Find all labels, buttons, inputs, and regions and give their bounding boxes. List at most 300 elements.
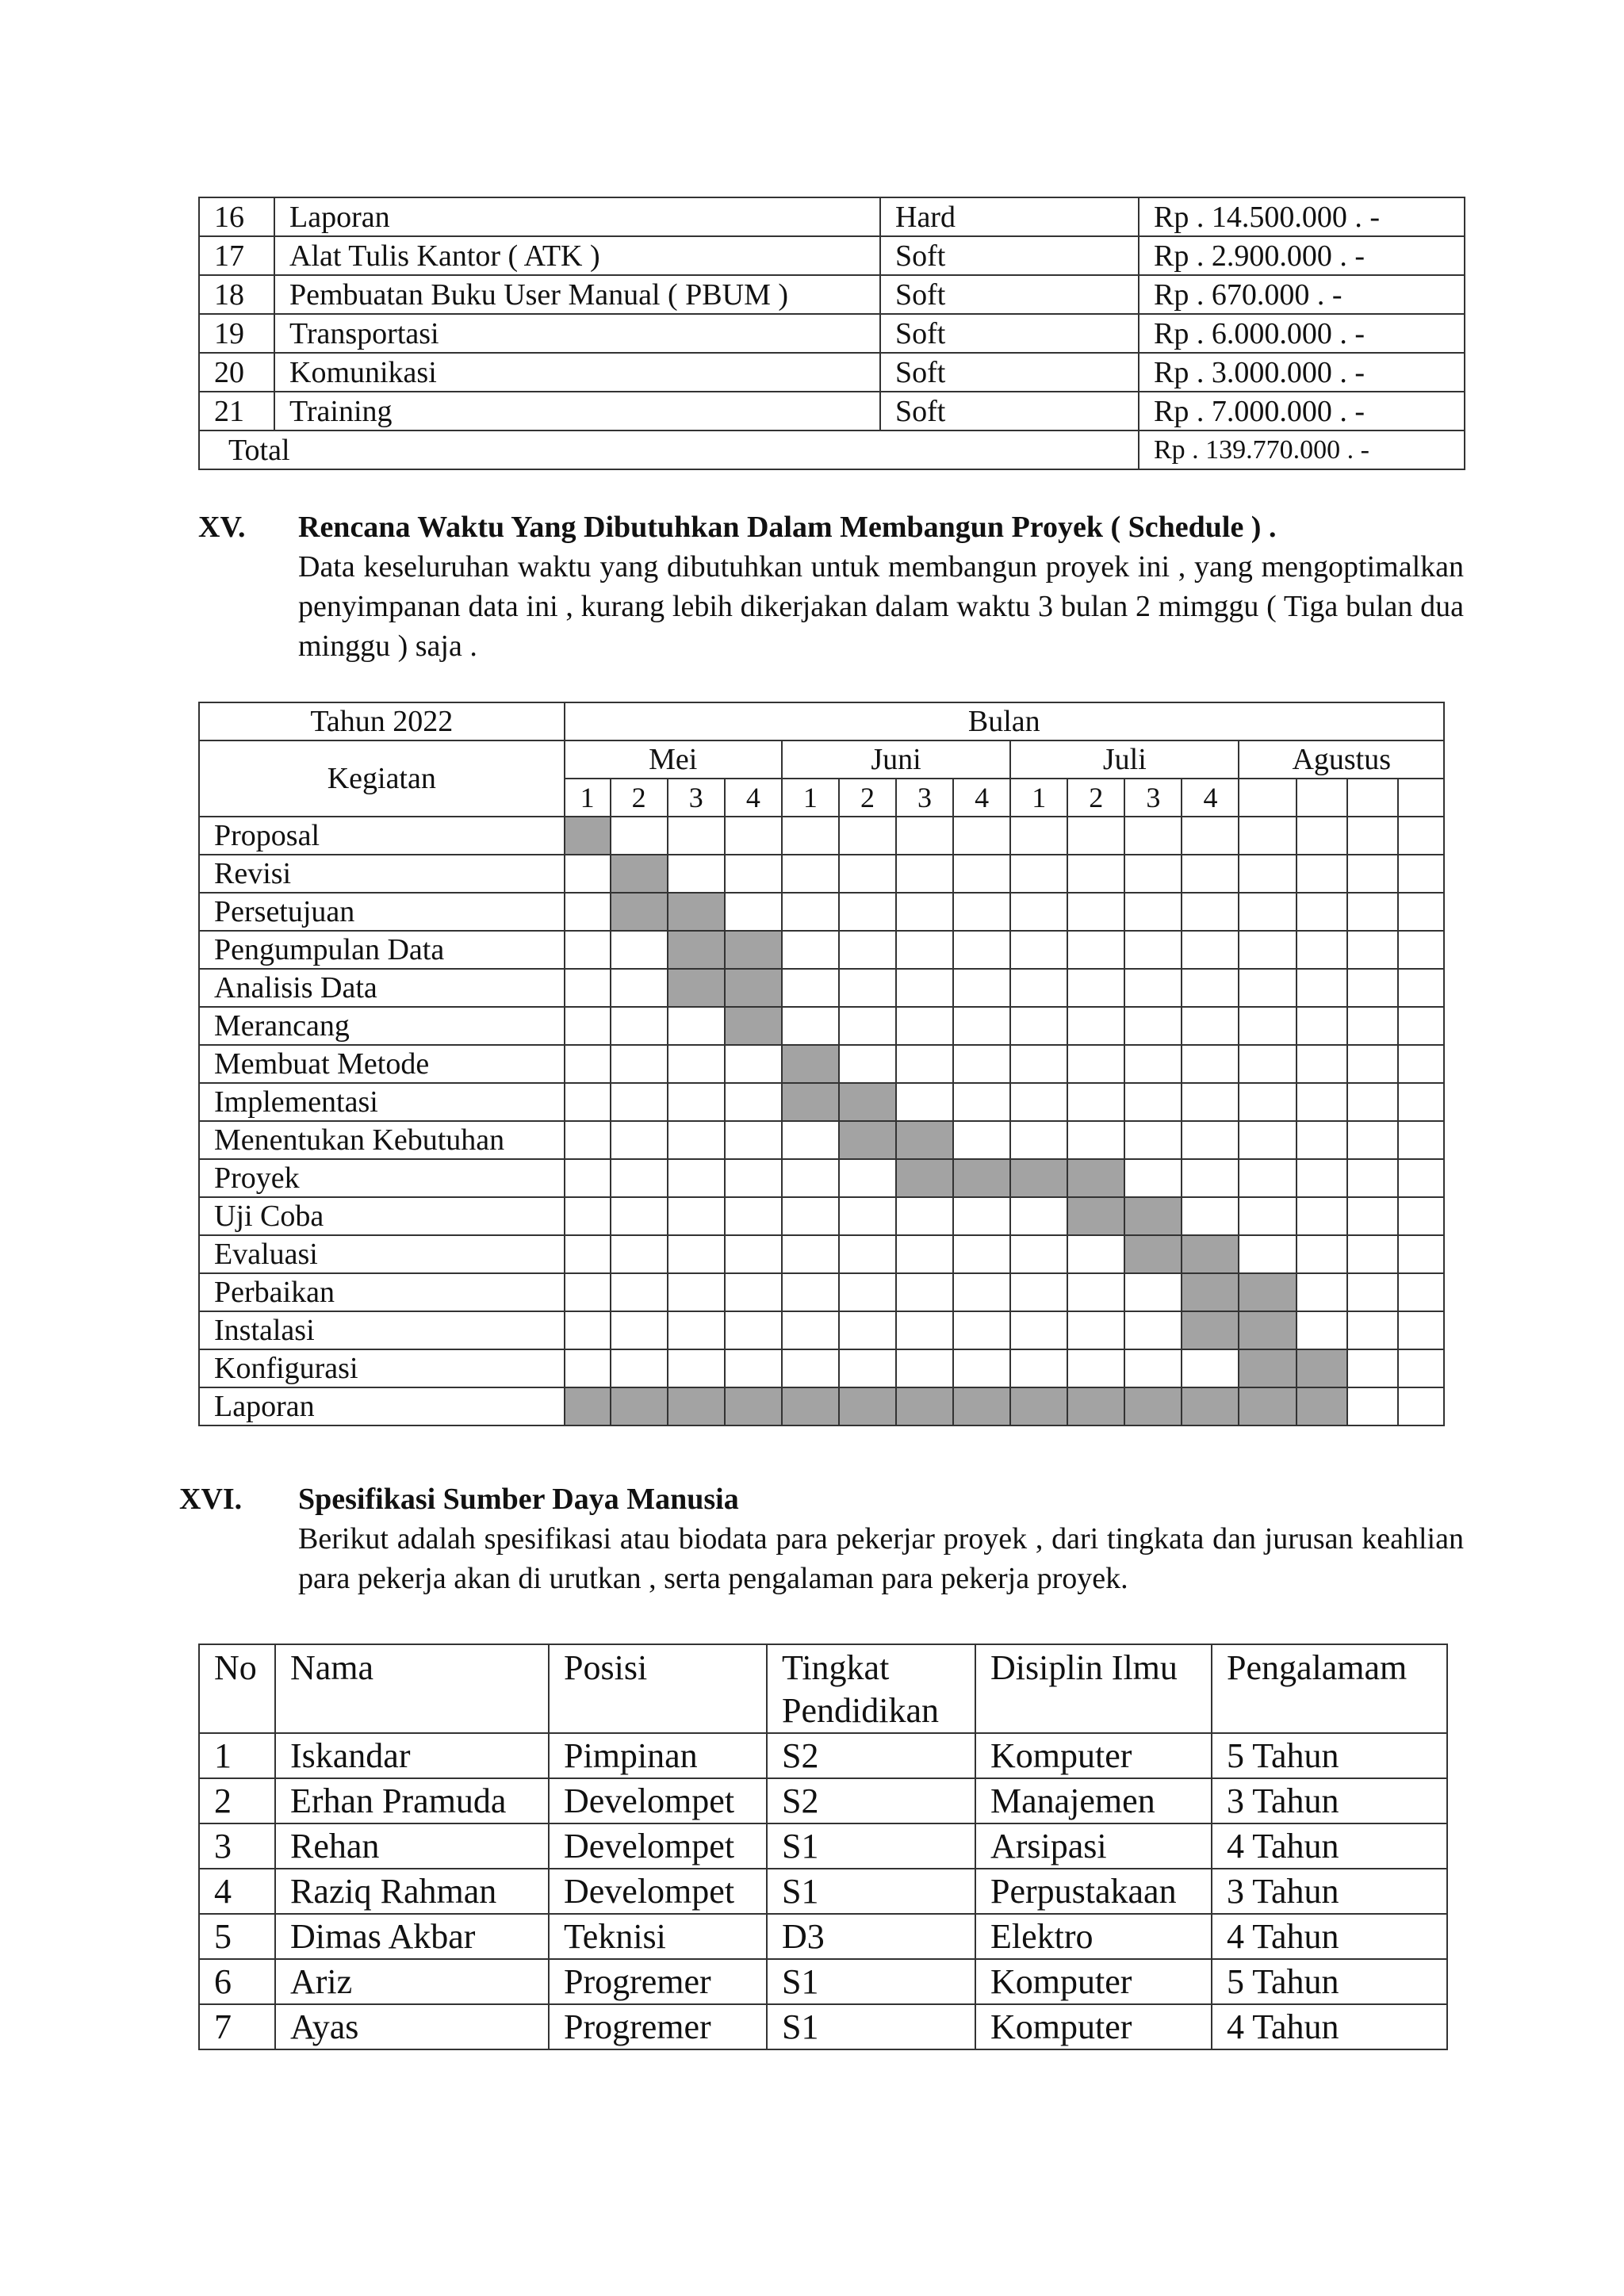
schedule-bar-cell <box>1297 1349 1347 1387</box>
schedule-cell <box>1347 1197 1398 1235</box>
item-cost: Rp . 3.000.000 . - <box>1139 353 1465 392</box>
schedule-cell <box>1239 1235 1296 1273</box>
schedule-cell <box>839 1197 896 1235</box>
schedule-cell <box>1182 969 1239 1007</box>
schedule-cell <box>565 1349 611 1387</box>
schedule-cell <box>1010 1197 1067 1235</box>
activity-name: Revisi <box>199 855 565 893</box>
staff-discipline: Komputer <box>975 1733 1212 1778</box>
schedule-cell <box>1297 1235 1347 1273</box>
schedule-cell <box>725 1121 782 1159</box>
staff-experience: 4 Tahun <box>1212 1823 1447 1869</box>
schedule-bar-cell <box>668 1387 725 1425</box>
staff-experience: 3 Tahun <box>1212 1869 1447 1914</box>
staff-discipline: Perpustakaan <box>975 1869 1212 1914</box>
item-name: Alat Tulis Kantor ( ATK ) <box>274 236 880 275</box>
schedule-row <box>199 1235 1444 1273</box>
schedule-cell <box>1347 855 1398 893</box>
table-row <box>199 2004 1447 2049</box>
schedule-cell <box>896 1349 953 1387</box>
week-label: 2 <box>611 779 668 817</box>
schedule-bar-cell <box>1182 1235 1239 1273</box>
schedule-cell <box>782 855 839 893</box>
schedule-row <box>199 855 1444 893</box>
schedule-bar-cell <box>1239 1273 1296 1311</box>
section-schedule <box>198 507 1464 666</box>
schedule-cell <box>565 1273 611 1311</box>
schedule-cell <box>1010 855 1067 893</box>
schedule-cell <box>1347 1387 1398 1425</box>
schedule-cell <box>1124 817 1182 855</box>
schedule-cell <box>953 1083 1010 1121</box>
schedule-row <box>199 1197 1444 1235</box>
table-row <box>199 1733 1447 1778</box>
item-cost: Rp . 14.500.000 . - <box>1139 197 1465 236</box>
item-type: Soft <box>880 392 1139 430</box>
item-name: Pembuatan Buku User Manual ( PBUM ) <box>274 275 880 314</box>
schedule-bar-cell <box>1239 1349 1296 1387</box>
schedule-cell <box>1067 855 1124 893</box>
schedule-cell <box>1010 1273 1067 1311</box>
schedule-bar-cell <box>1297 1387 1347 1425</box>
month-label: Juni <box>782 740 1010 779</box>
schedule-cell <box>611 969 668 1007</box>
table-row <box>199 275 1465 314</box>
schedule-cell <box>839 1235 896 1273</box>
schedule-cell <box>1297 1007 1347 1045</box>
schedule-cell <box>1398 1235 1444 1273</box>
section-paragraph: Berikut adalah spesifikasi atau biodata para pekerjar proyek , dari tingkata dan jurusan keahlian para pekerja akan di urutkan , serta pengalaman para pekerja proyek. <box>298 1522 1464 1595</box>
week-label: 3 <box>668 779 725 817</box>
schedule-bar-cell <box>782 1083 839 1121</box>
schedule-cell <box>565 1121 611 1159</box>
month-row <box>199 740 1444 779</box>
schedule-bar-cell <box>725 969 782 1007</box>
column-header: No <box>199 1644 275 1733</box>
schedule-cell <box>565 1159 611 1197</box>
schedule-cell <box>1398 1159 1444 1197</box>
schedule-cell <box>725 1159 782 1197</box>
schedule-cell <box>953 1273 1010 1311</box>
item-type: Soft <box>880 236 1139 275</box>
schedule-cell <box>1067 1045 1124 1083</box>
activity-name: Persetujuan <box>199 893 565 931</box>
schedule-cell <box>953 1349 1010 1387</box>
staff-education: S1 <box>767 1869 975 1914</box>
schedule-cell <box>1067 969 1124 1007</box>
schedule-cell <box>896 1083 953 1121</box>
schedule-bar-cell <box>1010 1387 1067 1425</box>
schedule-cell <box>1124 1083 1182 1121</box>
schedule-cell <box>565 1083 611 1121</box>
schedule-cell <box>1124 1273 1182 1311</box>
schedule-bar-cell <box>1182 1387 1239 1425</box>
schedule-cell <box>1347 1045 1398 1083</box>
schedule-cell <box>1297 1311 1347 1349</box>
month-header: Bulan <box>565 702 1444 740</box>
schedule-cell <box>1297 1197 1347 1235</box>
schedule-bar-cell <box>1182 1311 1239 1349</box>
schedule-cell <box>1239 969 1296 1007</box>
schedule-cell <box>1297 969 1347 1007</box>
schedule-cell <box>839 1273 896 1311</box>
schedule-cell <box>1010 1235 1067 1273</box>
schedule-bar-cell <box>953 1387 1010 1425</box>
schedule-cell <box>896 931 953 969</box>
schedule-cell <box>896 969 953 1007</box>
schedule-cell <box>1239 855 1296 893</box>
schedule-cell <box>1067 817 1124 855</box>
schedule-cell <box>782 893 839 931</box>
schedule-bar-cell <box>565 817 611 855</box>
row-number: 21 <box>199 392 274 430</box>
schedule-cell <box>782 931 839 969</box>
item-name: Transportasi <box>274 314 880 353</box>
schedule-cell <box>725 893 782 931</box>
schedule-bar-cell <box>839 1387 896 1425</box>
schedule-row <box>199 1007 1444 1045</box>
schedule-cell <box>668 1045 725 1083</box>
row-number: 5 <box>199 1914 275 1959</box>
schedule-cell <box>896 1045 953 1083</box>
week-label: 2 <box>839 779 896 817</box>
schedule-bar-cell <box>725 931 782 969</box>
staff-discipline: Arsipasi <box>975 1823 1212 1869</box>
staff-experience: 4 Tahun <box>1212 2004 1447 2049</box>
schedule-cell <box>953 931 1010 969</box>
schedule-cell <box>1347 1007 1398 1045</box>
row-number: 7 <box>199 2004 275 2049</box>
staff-experience: 4 Tahun <box>1212 1914 1447 1959</box>
schedule-bar-cell <box>611 893 668 931</box>
schedule-cell <box>1067 1007 1124 1045</box>
schedule-cell <box>1347 969 1398 1007</box>
activity-name: Proyek <box>199 1159 565 1197</box>
schedule-row <box>199 1387 1444 1425</box>
schedule-cell <box>1398 817 1444 855</box>
schedule-cell <box>1124 855 1182 893</box>
staff-education: S1 <box>767 2004 975 2049</box>
schedule-cell <box>839 1159 896 1197</box>
schedule-cell <box>725 1083 782 1121</box>
schedule-cell <box>1239 1121 1296 1159</box>
schedule-cell <box>1239 1083 1296 1121</box>
schedule-cell <box>1010 1083 1067 1121</box>
total-value: Rp . 139.770.000 . - <box>1139 430 1465 469</box>
week-label <box>1347 779 1398 817</box>
schedule-row <box>199 893 1444 931</box>
schedule-cell <box>839 1045 896 1083</box>
table-row <box>199 1869 1447 1914</box>
schedule-bar-cell <box>1182 1273 1239 1311</box>
activity-name: Proposal <box>199 817 565 855</box>
schedule-cell <box>668 1121 725 1159</box>
schedule-row <box>199 1273 1444 1311</box>
staff-education: D3 <box>767 1914 975 1959</box>
column-header: Posisi <box>549 1644 767 1733</box>
schedule-cell <box>611 1121 668 1159</box>
schedule-cell <box>1182 893 1239 931</box>
schedule-cell <box>1297 931 1347 969</box>
schedule-cell <box>1297 1273 1347 1311</box>
schedule-bar-cell <box>1010 1159 1067 1197</box>
schedule-cell <box>1398 1387 1444 1425</box>
row-number: 6 <box>199 1959 275 2004</box>
table-row <box>199 314 1465 353</box>
schedule-cell <box>1398 1045 1444 1083</box>
schedule-cell <box>611 931 668 969</box>
schedule-cell <box>565 893 611 931</box>
staff-table <box>198 1644 1448 2050</box>
schedule-bar-cell <box>1239 1311 1296 1349</box>
schedule-cell <box>1124 931 1182 969</box>
schedule-cell <box>782 1121 839 1159</box>
schedule-cell <box>668 1311 725 1349</box>
schedule-cell <box>839 817 896 855</box>
schedule-cell <box>782 1349 839 1387</box>
schedule-bar-cell <box>839 1083 896 1121</box>
week-label: 1 <box>1010 779 1067 817</box>
schedule-bar-cell <box>611 1387 668 1425</box>
week-label <box>1297 779 1347 817</box>
table-row <box>199 1959 1447 2004</box>
schedule-bar-cell <box>725 1007 782 1045</box>
staff-position: Progremer <box>549 2004 767 2049</box>
schedule-cell <box>611 1159 668 1197</box>
schedule-cell <box>1398 1311 1444 1349</box>
schedule-cell <box>1010 817 1067 855</box>
schedule-bar-cell <box>1239 1387 1296 1425</box>
table-row <box>199 353 1465 392</box>
row-number: 16 <box>199 197 274 236</box>
schedule-cell <box>611 1083 668 1121</box>
week-label: 2 <box>1067 779 1124 817</box>
schedule-cell <box>896 1311 953 1349</box>
schedule-cell <box>782 1235 839 1273</box>
activity-name: Menentukan Kebutuhan <box>199 1121 565 1159</box>
staff-header-row <box>199 1644 1447 1733</box>
schedule-cell <box>1347 1273 1398 1311</box>
schedule-row <box>199 1159 1444 1197</box>
item-type: Hard <box>880 197 1139 236</box>
schedule-cell <box>565 969 611 1007</box>
schedule-bar-cell <box>896 1387 953 1425</box>
staff-experience: 3 Tahun <box>1212 1778 1447 1823</box>
schedule-cell <box>782 1007 839 1045</box>
activity-name: Pengumpulan Data <box>199 931 565 969</box>
schedule-cell <box>1239 1197 1296 1235</box>
item-type: Soft <box>880 314 1139 353</box>
schedule-row <box>199 817 1444 855</box>
section-number: XV. <box>198 511 246 544</box>
row-number: 4 <box>199 1869 275 1914</box>
activity-name: Laporan <box>199 1387 565 1425</box>
schedule-bar-cell <box>896 1121 953 1159</box>
column-header: Pengalamam <box>1212 1644 1447 1733</box>
schedule-table <box>198 702 1445 1426</box>
section-number: XVI. <box>179 1483 243 1516</box>
schedule-cell <box>1124 1007 1182 1045</box>
schedule-cell <box>1347 1121 1398 1159</box>
schedule-cell <box>611 817 668 855</box>
schedule-cell <box>1067 1083 1124 1121</box>
schedule-cell <box>1067 1235 1124 1273</box>
row-number: 1 <box>199 1733 275 1778</box>
schedule-bar-cell <box>725 1387 782 1425</box>
schedule-bar-cell <box>668 931 725 969</box>
schedule-cell <box>1239 893 1296 931</box>
schedule-cell <box>896 893 953 931</box>
schedule-cell <box>896 817 953 855</box>
schedule-cell <box>1124 1121 1182 1159</box>
month-label: Agustus <box>1239 740 1444 779</box>
staff-position: Develompet <box>549 1823 767 1869</box>
schedule-cell <box>725 1235 782 1273</box>
budget-table <box>198 197 1465 470</box>
schedule-cell <box>611 1235 668 1273</box>
schedule-cell <box>565 1235 611 1273</box>
schedule-cell <box>1398 969 1444 1007</box>
schedule-cell <box>1182 1045 1239 1083</box>
schedule-bar-cell <box>1067 1159 1124 1197</box>
section-paragraph: Data keseluruhan waktu yang dibutuhkan untuk membangun proyek ini , yang mengoptimalkan penyimpanan data ini , kurang lebih dikerjakan dalam waktu 3 bulan 2 mimggu ( Tiga bulan dua minggu ) saja . <box>298 550 1464 663</box>
schedule-row <box>199 1311 1444 1349</box>
row-number: 18 <box>199 275 274 314</box>
schedule-cell <box>1297 855 1347 893</box>
schedule-cell <box>1067 1311 1124 1349</box>
schedule-cell <box>1124 1311 1182 1349</box>
row-number: 20 <box>199 353 274 392</box>
schedule-cell <box>1010 931 1067 969</box>
item-name: Komunikasi <box>274 353 880 392</box>
schedule-cell <box>953 1311 1010 1349</box>
schedule-cell <box>953 1197 1010 1235</box>
schedule-cell <box>725 855 782 893</box>
schedule-cell <box>1239 1159 1296 1197</box>
schedule-cell <box>1124 1349 1182 1387</box>
schedule-cell <box>1398 855 1444 893</box>
item-cost: Rp . 6.000.000 . - <box>1139 314 1465 353</box>
schedule-cell <box>1124 1045 1182 1083</box>
schedule-cell <box>1239 817 1296 855</box>
schedule-cell <box>1182 1083 1239 1121</box>
schedule-cell <box>611 1007 668 1045</box>
schedule-cell <box>953 1045 1010 1083</box>
schedule-cell <box>1297 1045 1347 1083</box>
schedule-cell <box>839 1007 896 1045</box>
staff-position: Develompet <box>549 1869 767 1914</box>
schedule-cell <box>1239 1045 1296 1083</box>
item-cost: Rp . 670.000 . - <box>1139 275 1465 314</box>
schedule-header-row <box>199 702 1444 740</box>
schedule-cell <box>668 817 725 855</box>
schedule-cell <box>1010 969 1067 1007</box>
activity-name: Implementasi <box>199 1083 565 1121</box>
schedule-cell <box>1239 931 1296 969</box>
schedule-bar-cell <box>1067 1197 1124 1235</box>
schedule-row <box>199 1045 1444 1083</box>
staff-name: Ariz <box>275 1959 549 2004</box>
item-type: Soft <box>880 275 1139 314</box>
schedule-cell <box>668 1273 725 1311</box>
staff-education: S1 <box>767 1959 975 2004</box>
schedule-cell <box>953 893 1010 931</box>
staff-education: S2 <box>767 1778 975 1823</box>
schedule-cell <box>839 931 896 969</box>
schedule-cell <box>1182 931 1239 969</box>
schedule-cell <box>1124 893 1182 931</box>
schedule-cell <box>1182 817 1239 855</box>
schedule-cell <box>953 969 1010 1007</box>
schedule-row <box>199 931 1444 969</box>
row-number: 3 <box>199 1823 275 1869</box>
schedule-cell <box>896 855 953 893</box>
schedule-cell <box>725 1045 782 1083</box>
staff-position: Pimpinan <box>549 1733 767 1778</box>
schedule-bar-cell <box>1067 1387 1124 1425</box>
staff-experience: 5 Tahun <box>1212 1959 1447 2004</box>
schedule-cell <box>1297 893 1347 931</box>
schedule-cell <box>1182 1349 1239 1387</box>
schedule-cell <box>1010 1007 1067 1045</box>
schedule-cell <box>1239 1007 1296 1045</box>
schedule-cell <box>611 1197 668 1235</box>
week-label <box>1398 779 1444 817</box>
schedule-row <box>199 1349 1444 1387</box>
activity-header: Kegiatan <box>199 740 565 817</box>
staff-discipline: Elektro <box>975 1914 1212 1959</box>
schedule-cell <box>1297 1159 1347 1197</box>
schedule-cell <box>1182 1197 1239 1235</box>
activity-name: Perbaikan <box>199 1273 565 1311</box>
section-title: Rencana Waktu Yang Dibutuhkan Dalam Membangun Proyek ( Schedule ) . <box>298 511 1277 544</box>
schedule-cell <box>953 1121 1010 1159</box>
row-number: 17 <box>199 236 274 275</box>
staff-name: Erhan Pramuda <box>275 1778 549 1823</box>
table-row <box>199 197 1465 236</box>
schedule-cell <box>725 817 782 855</box>
schedule-cell <box>1398 931 1444 969</box>
schedule-cell <box>565 1045 611 1083</box>
schedule-cell <box>1347 817 1398 855</box>
schedule-bar-cell <box>668 969 725 1007</box>
item-type: Soft <box>880 353 1139 392</box>
schedule-cell <box>668 1235 725 1273</box>
item-name: Laporan <box>274 197 880 236</box>
activity-name: Instalasi <box>199 1311 565 1349</box>
month-label: Juli <box>1010 740 1239 779</box>
week-label: 4 <box>1182 779 1239 817</box>
schedule-bar-cell <box>611 855 668 893</box>
schedule-cell <box>1182 1007 1239 1045</box>
schedule-cell <box>782 817 839 855</box>
table-row <box>199 1823 1447 1869</box>
schedule-cell <box>782 1197 839 1235</box>
staff-discipline: Komputer <box>975 1959 1212 2004</box>
staff-experience: 5 Tahun <box>1212 1733 1447 1778</box>
schedule-cell <box>1398 1349 1444 1387</box>
staff-name: Ayas <box>275 2004 549 2049</box>
total-row <box>199 430 1465 469</box>
schedule-cell <box>896 1007 953 1045</box>
schedule-bar-cell <box>953 1159 1010 1197</box>
schedule-cell <box>1124 1159 1182 1197</box>
schedule-cell <box>611 1349 668 1387</box>
schedule-cell <box>1347 931 1398 969</box>
schedule-cell <box>1182 1121 1239 1159</box>
staff-name: Raziq Rahman <box>275 1869 549 1914</box>
schedule-cell <box>1347 1311 1398 1349</box>
